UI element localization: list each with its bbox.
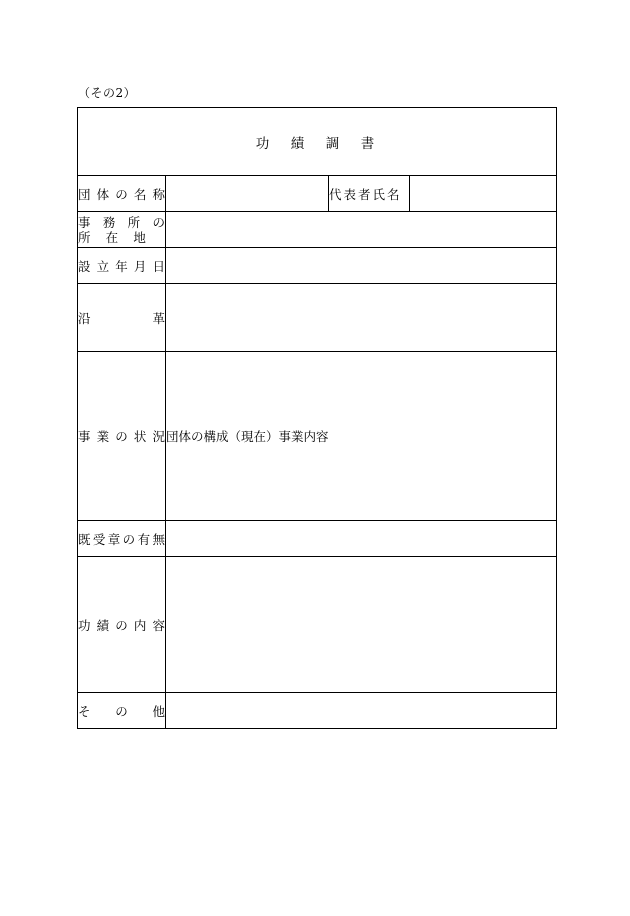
established-date-label xyxy=(78,248,166,284)
label-char: 事 xyxy=(78,214,91,230)
established-date-field[interactable] xyxy=(166,248,557,284)
awards-label xyxy=(78,521,166,557)
history-label xyxy=(78,284,166,352)
page-label: （その2） xyxy=(78,86,137,100)
merit-record-form xyxy=(77,107,557,729)
label-char: 状 xyxy=(133,429,147,444)
label-char: そ xyxy=(78,703,91,719)
other-field[interactable] xyxy=(166,693,557,729)
label-char: の xyxy=(115,429,128,444)
label-char: 年 xyxy=(115,258,128,274)
label-char: 事 xyxy=(78,429,91,444)
label-char: の xyxy=(122,531,136,547)
history-field[interactable] xyxy=(166,284,557,352)
activity-status-field[interactable] xyxy=(166,352,557,521)
activity-content-text: 団体の構成（現在）事業内容 xyxy=(166,429,329,444)
label-char: 在 xyxy=(105,229,119,245)
label-char: 立 xyxy=(96,258,110,274)
label-char: 章 xyxy=(107,531,121,547)
label-char: 名 xyxy=(133,186,147,202)
awards-field[interactable] xyxy=(166,521,557,557)
org-name-field[interactable] xyxy=(166,176,329,212)
label-char: 月 xyxy=(133,258,147,274)
merit-content-field[interactable] xyxy=(166,557,557,693)
label-char: 設 xyxy=(78,258,91,274)
label-char: 功 xyxy=(78,617,91,633)
label-char: 容 xyxy=(152,617,165,633)
label-char: 績 xyxy=(96,617,110,633)
label-char: 業 xyxy=(96,429,110,444)
label-char: 日 xyxy=(152,258,165,274)
label-char: 内 xyxy=(133,617,147,633)
office-location-label xyxy=(78,212,166,248)
label-char: 所 xyxy=(127,214,141,230)
label-char: 既 xyxy=(78,531,91,547)
label-char: 他 xyxy=(152,703,165,719)
representative-field[interactable] xyxy=(410,176,557,212)
other-label xyxy=(78,693,166,729)
label-char: 地 xyxy=(133,229,146,245)
label-char: 受 xyxy=(92,531,106,547)
label-char: 所 xyxy=(78,229,91,245)
activity-status-label xyxy=(78,352,166,521)
label-char: の xyxy=(152,214,165,230)
form-title: 功 績 調 書 xyxy=(78,108,557,176)
label-char: 況 xyxy=(152,429,165,444)
label-char: の xyxy=(115,617,128,633)
label-char: の xyxy=(115,703,128,719)
label-char: 革 xyxy=(152,310,165,326)
label-char: 有 xyxy=(137,531,151,547)
label-char: 務 xyxy=(102,214,116,230)
representative-label: 代表者氏名 xyxy=(329,176,410,212)
merit-content-label xyxy=(78,557,166,693)
label-char: 無 xyxy=(152,531,165,547)
label-char: 沿 xyxy=(78,310,91,326)
label-char: 団 xyxy=(78,186,91,202)
label-char: 称 xyxy=(152,186,165,202)
label-char: の xyxy=(115,186,128,202)
label-char: 体 xyxy=(96,186,110,202)
office-location-field[interactable] xyxy=(166,212,557,248)
org-name-label xyxy=(78,176,166,212)
